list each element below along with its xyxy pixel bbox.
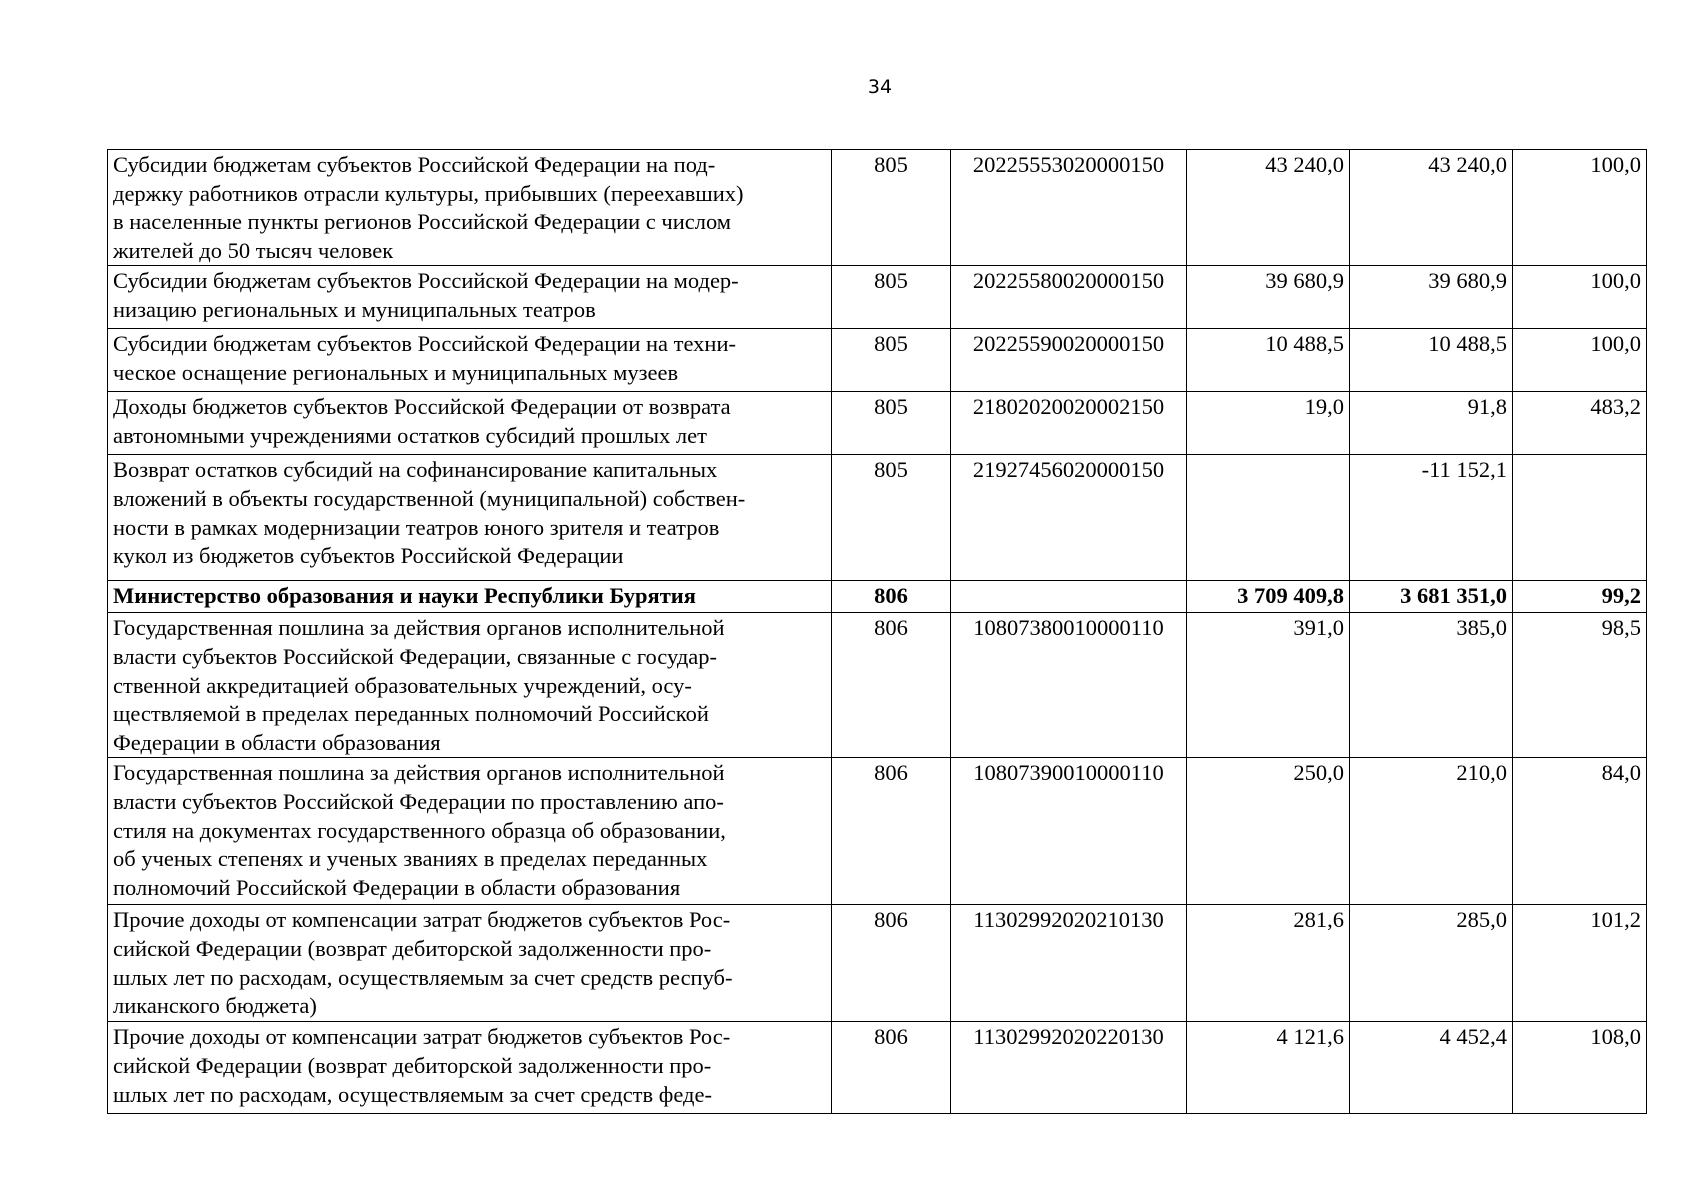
row-percent-cell: 99,2 [1513, 581, 1647, 613]
table-row-ministry-total [108, 581, 1647, 613]
row-name-cell: Государственная пошлина за действия органов исполнительной власти субъектов Российской Федерации по проставлению апо- стиля на документах государственного образца об образовании, об ученых степенях и ученых званиях в пределах переданных полномочий Российской Федерации в области образования [108, 758, 832, 905]
row-budget-code-cell: 10807380010000110 [951, 613, 1187, 758]
row-budget-code-cell: 10807390010000110 [951, 758, 1187, 905]
table-row [108, 392, 1647, 455]
row-admin-code-cell: 805 [832, 392, 951, 455]
row-fact-cell: 10 488,5 [1350, 329, 1513, 392]
row-plan-cell [1187, 455, 1350, 581]
row-name-cell: Прочие доходы от компенсации затрат бюджетов субъектов Рос- сийской Федерации (возврат дебиторской задолженности про- шлых лет по расходам, осуществляемым за счет средств респуб- ликанского бюджета) [108, 905, 832, 1022]
row-percent-cell: 100,0 [1513, 266, 1647, 329]
row-budget-code-cell [951, 581, 1187, 613]
row-percent-cell: 100,0 [1513, 150, 1647, 266]
row-fact-cell: 39 680,9 [1350, 266, 1513, 329]
row-percent-cell: 84,0 [1513, 758, 1647, 905]
row-fact-cell: 210,0 [1350, 758, 1513, 905]
row-admin-code-cell: 806 [832, 1022, 951, 1114]
row-plan-cell: 39 680,9 [1187, 266, 1350, 329]
row-fact-cell: 43 240,0 [1350, 150, 1513, 266]
row-budget-code-cell: 11302992020220130 [951, 1022, 1187, 1114]
row-admin-code-cell: 805 [832, 455, 951, 581]
row-percent-cell: 98,5 [1513, 613, 1647, 758]
row-budget-code-cell: 20225580020000150 [951, 266, 1187, 329]
row-plan-cell: 10 488,5 [1187, 329, 1350, 392]
row-plan-cell: 3 709 409,8 [1187, 581, 1350, 613]
row-budget-code-cell: 20225590020000150 [951, 329, 1187, 392]
row-plan-cell: 4 121,6 [1187, 1022, 1350, 1114]
table-row [108, 266, 1647, 329]
table-body [108, 150, 1647, 1114]
row-budget-code-cell: 20225553020000150 [951, 150, 1187, 266]
table-row [108, 1022, 1647, 1114]
table-row [108, 758, 1647, 905]
row-name-cell: Субсидии бюджетам субъектов Российской Федерации на модер- низацию региональных и муниципальных театров [108, 266, 832, 329]
row-admin-code-cell: 805 [832, 150, 951, 266]
row-plan-cell: 19,0 [1187, 392, 1350, 455]
row-budget-code-cell: 21802020020002150 [951, 392, 1187, 455]
row-admin-code-cell: 805 [832, 266, 951, 329]
row-plan-cell: 250,0 [1187, 758, 1350, 905]
row-fact-cell: 285,0 [1350, 905, 1513, 1022]
row-name-cell: Министерство образования и науки Республики Бурятия [108, 581, 832, 613]
row-name-cell: Субсидии бюджетам субъектов Российской Федерации на техни- ческое оснащение региональных и муниципальных музеев [108, 329, 832, 392]
row-name-cell: Доходы бюджетов субъектов Российской Федерации от возврата автономными учреждениями остатков субсидий прошлых лет [108, 392, 832, 455]
row-admin-code-cell: 806 [832, 758, 951, 905]
row-admin-code-cell: 805 [832, 329, 951, 392]
row-fact-cell: -11 152,1 [1350, 455, 1513, 581]
row-admin-code-cell: 806 [832, 581, 951, 613]
table-row [108, 905, 1647, 1022]
row-percent-cell: 101,2 [1513, 905, 1647, 1022]
table-row [108, 455, 1647, 581]
row-percent-cell: 100,0 [1513, 329, 1647, 392]
row-fact-cell: 3 681 351,0 [1350, 581, 1513, 613]
table-row [108, 329, 1647, 392]
row-fact-cell: 4 452,4 [1350, 1022, 1513, 1114]
row-admin-code-cell: 806 [832, 613, 951, 758]
table-row [108, 150, 1647, 266]
row-budget-code-cell: 21927456020000150 [951, 455, 1187, 581]
row-percent-cell [1513, 455, 1647, 581]
row-name-cell: Возврат остатков субсидий на софинансирование капитальных вложений в объекты государственной (муниципальной) собствен- ности в рамках модернизации театров юного зрителя и театров кукол из бюджетов субъектов Российской Федерации [108, 455, 832, 581]
row-budget-code-cell: 11302992020210130 [951, 905, 1187, 1022]
row-plan-cell: 391,0 [1187, 613, 1350, 758]
row-fact-cell: 385,0 [1350, 613, 1513, 758]
row-percent-cell: 108,0 [1513, 1022, 1647, 1114]
row-admin-code-cell: 806 [832, 905, 951, 1022]
row-name-cell: Прочие доходы от компенсации затрат бюджетов субъектов Рос- сийской Федерации (возврат дебиторской задолженности про- шлых лет по расходам, осуществляемым за счет средств феде- [108, 1022, 832, 1114]
row-percent-cell: 483,2 [1513, 392, 1647, 455]
row-fact-cell: 91,8 [1350, 392, 1513, 455]
revenue-table [107, 149, 1647, 1114]
row-plan-cell: 281,6 [1187, 905, 1350, 1022]
row-name-cell: Государственная пошлина за действия органов исполнительной власти субъектов Российской Федерации, связанные с государ- ственной аккредитацией образовательных учреждений, осу- ществляемой в пределах переданных полномочий Российской Федерации в области образования [108, 613, 832, 758]
row-plan-cell: 43 240,0 [1187, 150, 1350, 266]
table-row [108, 613, 1647, 758]
row-name-cell: Субсидии бюджетам субъектов Российской Федерации на под- держку работников отрасли культуры, прибывших (переехавших) в населенные пункты регионов Российской Федерации с числом жителей до 50 тысяч человек [108, 150, 832, 266]
page-number: 34 [867, 76, 893, 98]
